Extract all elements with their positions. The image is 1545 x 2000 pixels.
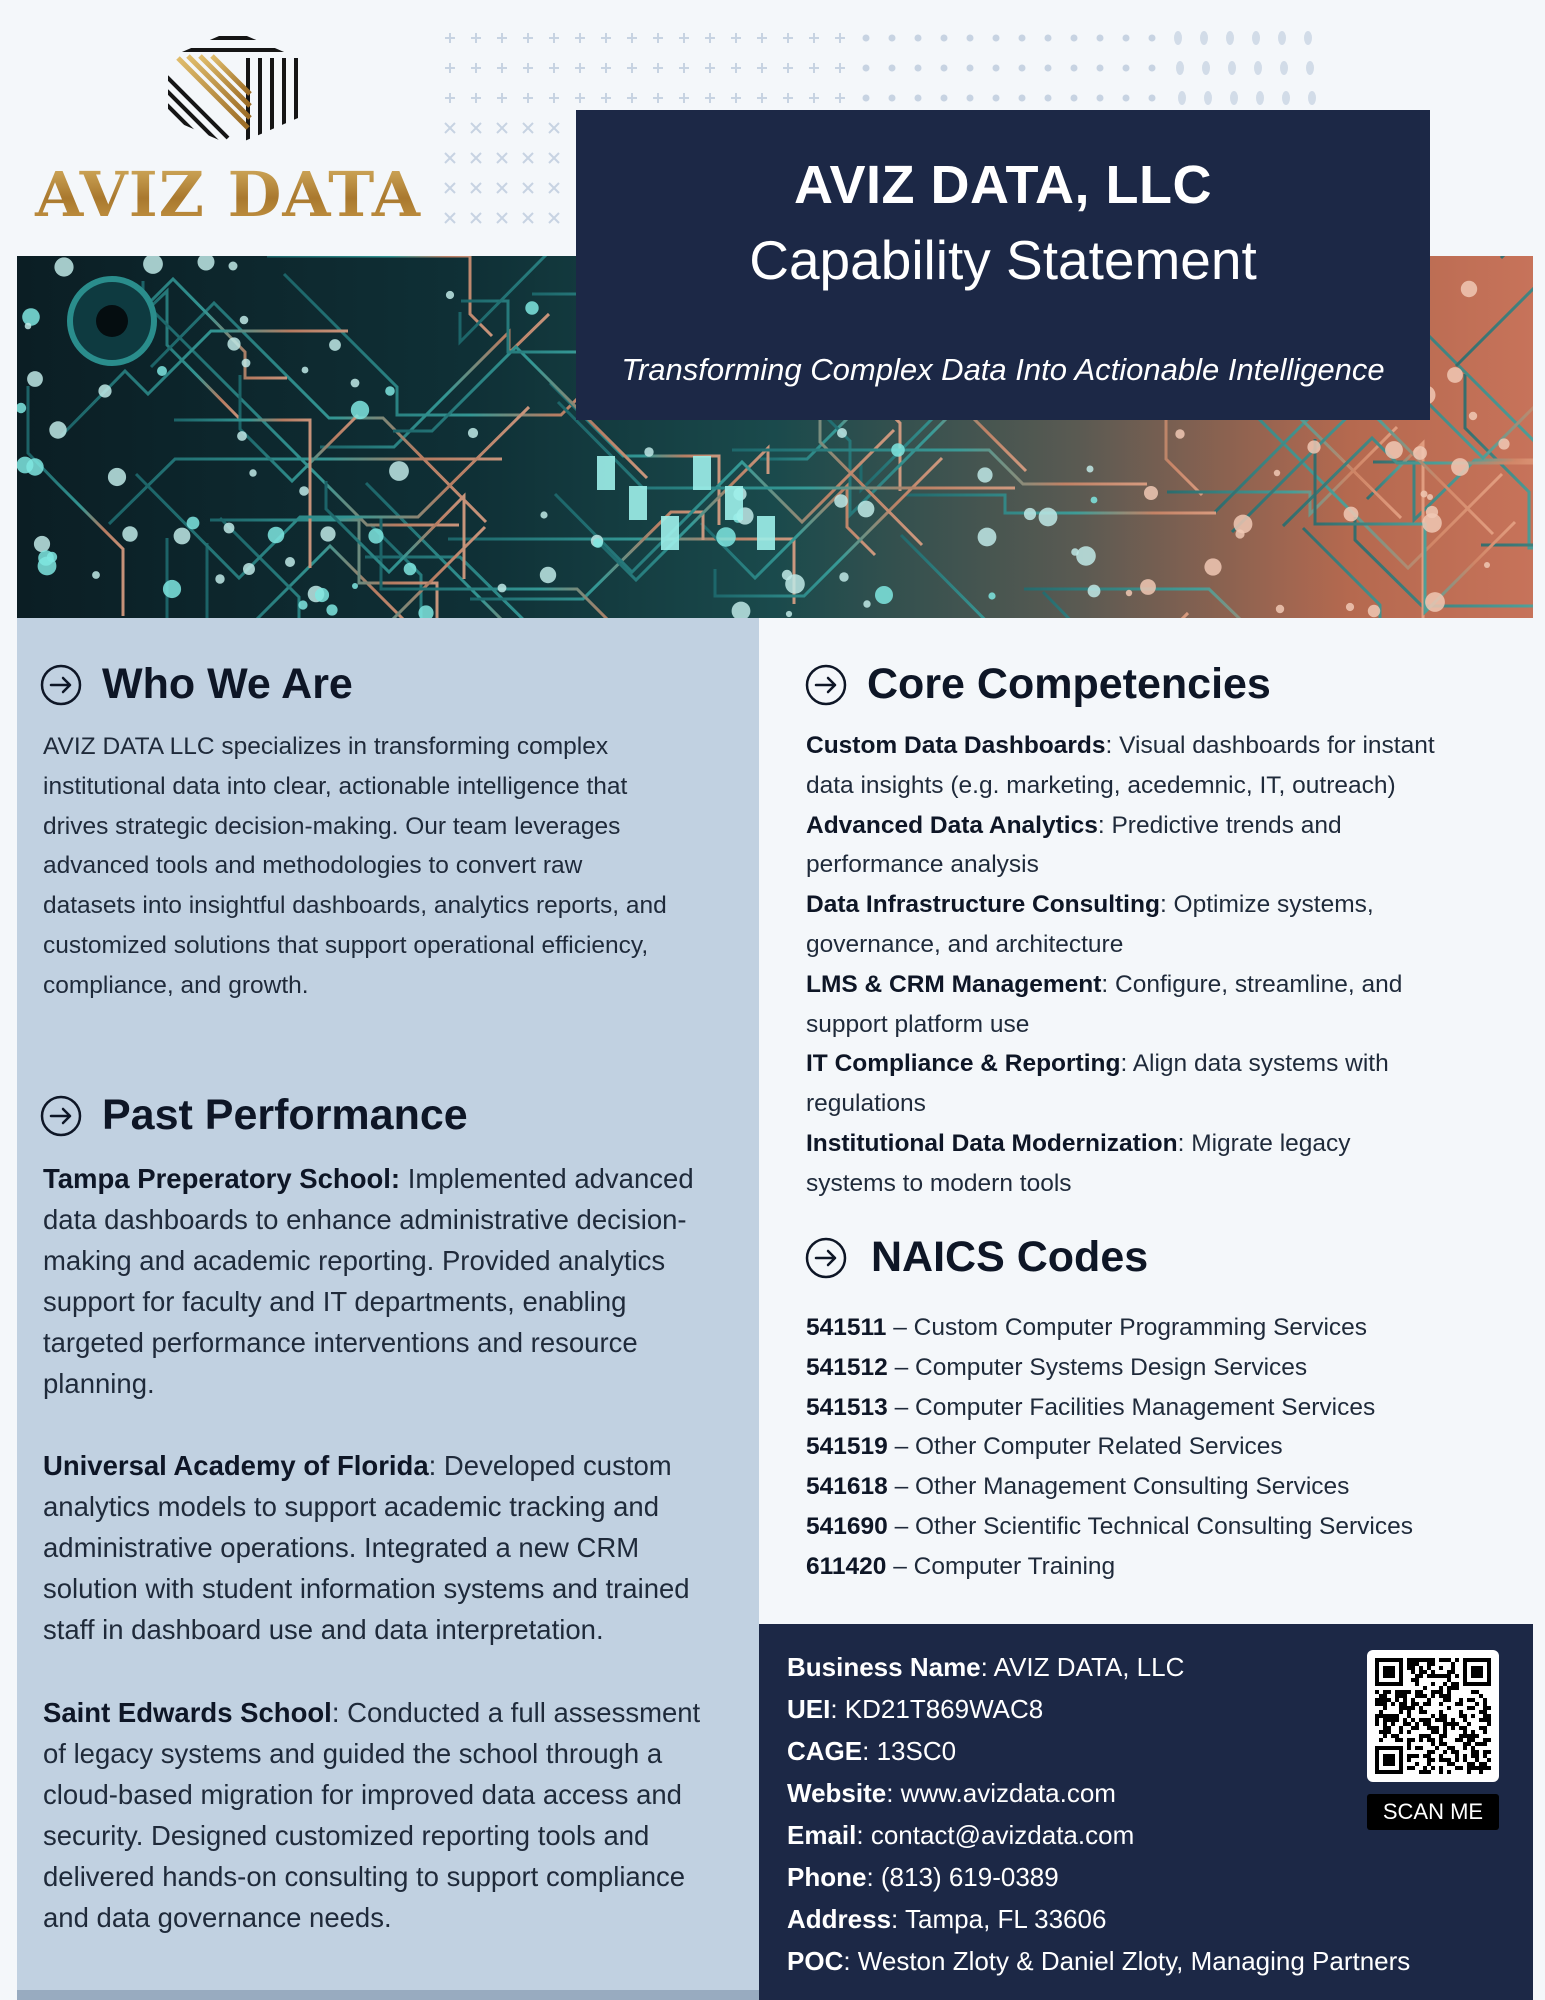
- naics-item: 541519 – Other Computer Related Services: [806, 1433, 1283, 1461]
- company-logo: [28, 28, 428, 238]
- who-line: advanced tools and methodologies to convert raw: [43, 852, 583, 880]
- title-panel: [576, 110, 1430, 420]
- naics-item: 611420 – Computer Training: [806, 1552, 1116, 1580]
- client-name: Saint Edwards School: [43, 1697, 332, 1728]
- qr-code-icon: [1375, 1658, 1491, 1774]
- arrow-circle-icon: [805, 664, 847, 706]
- who-line: institutional data into clear, actionable intelligence that: [43, 772, 628, 800]
- client-name: Tampa Preperatory School:: [43, 1163, 401, 1194]
- who-we-are-heading: [40, 660, 353, 709]
- contact-panel: [759, 1624, 1533, 2000]
- contact-cage: CAGE: 13SC0: [787, 1736, 957, 1766]
- competency-item: IT Compliance & Reporting: Align data systems with regulations: [806, 1050, 1389, 1118]
- naics-item: 541690 – Other Scientific Technical Consulting Services: [806, 1512, 1413, 1540]
- scan-me-label: SCAN ME: [1367, 1794, 1499, 1830]
- naics-item: 541618 – Other Management Consulting Services: [806, 1473, 1350, 1501]
- competency-item: Data Infrastructure Consulting: Optimize systems, governance, and architecture: [806, 891, 1374, 958]
- contact-uei: UEI: KD21T869WAC8: [787, 1694, 1044, 1724]
- who-line: customized solutions that support operational efficiency,: [43, 931, 649, 959]
- naics-item: 541512 – Computer Systems Design Services: [806, 1353, 1308, 1381]
- who-we-are-text: [43, 727, 743, 1006]
- core-competencies-title: Core Competencies: [867, 660, 1271, 708]
- client-name: Universal Academy of Florida: [43, 1450, 429, 1481]
- competency-item: LMS & CRM Management: Configure, streamline, and support platform use: [806, 970, 1403, 1038]
- naics-item: 541513 – Computer Facilities Management Services: [806, 1393, 1376, 1421]
- who-line: datasets into insightful dashboards, analytics reports, and: [43, 892, 667, 920]
- past-performance-item: Tampa Preperatory School: Implemented advanced data dashboards to enhance administrative decision- making and academic reporting. Provided analytics support for faculty and IT departments, enabling targeted performance interventions and resource planning.: [43, 1163, 694, 1399]
- past-performance-heading: [40, 1091, 468, 1140]
- arrow-circle-icon: [40, 664, 82, 706]
- tagline: Transforming Complex Data Into Actionable Intelligence: [621, 352, 1385, 387]
- past-performance-item: Saint Edwards School: Conducted a full assessment of legacy systems and guided the school through a cloud-based migration for improved data access and security. Designed customized reporting tools and delivered hands-on consulting to support compliance and data governance needs.: [43, 1697, 701, 1933]
- logo-wordmark: AVIZ DATA: [28, 158, 428, 231]
- contact-list: [787, 1646, 1410, 1982]
- qr-code[interactable]: [1367, 1650, 1499, 1782]
- naics-item: 541511 – Custom Computer Programming Services: [806, 1314, 1368, 1341]
- company-title: AVIZ DATA, LLC: [794, 155, 1212, 215]
- competency-item: Institutional Data Modernization: Migrate legacy systems to modern tools: [806, 1129, 1351, 1197]
- naics-codes-heading: [805, 1233, 1148, 1282]
- contact-email[interactable]: Email: contact@avizdata.com: [787, 1820, 1135, 1850]
- core-competencies-list: [806, 726, 1506, 1204]
- who-line: compliance, and growth.: [43, 971, 309, 999]
- core-competencies-heading: [805, 660, 1271, 709]
- left-column-footer-strip: [17, 1990, 759, 2000]
- naics-codes-title: NAICS Codes: [871, 1233, 1149, 1281]
- who-line: drives strategic decision-making. Our team leverages: [43, 812, 621, 840]
- contact-website[interactable]: Website: www.avizdata.com: [787, 1778, 1116, 1808]
- naics-codes-list: [806, 1308, 1526, 1587]
- logo-mark-icon: [158, 28, 308, 148]
- who-we-are-title: Who We Are: [102, 660, 353, 708]
- contact-poc: POC: Weston Zloty & Daniel Zloty, Managing Partners: [787, 1946, 1411, 1976]
- past-performance-title: Past Performance: [102, 1091, 468, 1139]
- past-performance-item: Universal Academy of Florida: Developed custom analytics models to support academic tracking and administrative operations. Integrated a new CRM solution with student information systems and trained staff in dashboard use and data interpretation.: [43, 1450, 690, 1645]
- who-line: AVIZ DATA LLC specializes in transforming complex: [43, 733, 609, 760]
- arrow-circle-icon: [805, 1237, 847, 1279]
- competency-item: Custom Data Dashboards: Visual dashboards for instant data insights (e.g. marketing, acedemnic, IT, outreach): [806, 732, 1435, 799]
- document-title: Capability Statement: [749, 229, 1257, 291]
- contact-phone: Phone: (813) 619-0389: [787, 1862, 1059, 1892]
- arrow-circle-icon: [40, 1095, 82, 1137]
- competency-item: Advanced Data Analytics: Predictive trends and performance analysis: [806, 811, 1342, 879]
- contact-address: Address: Tampa, FL 33606: [787, 1904, 1107, 1934]
- contact-business-name: Business Name: AVIZ DATA, LLC: [787, 1652, 1185, 1682]
